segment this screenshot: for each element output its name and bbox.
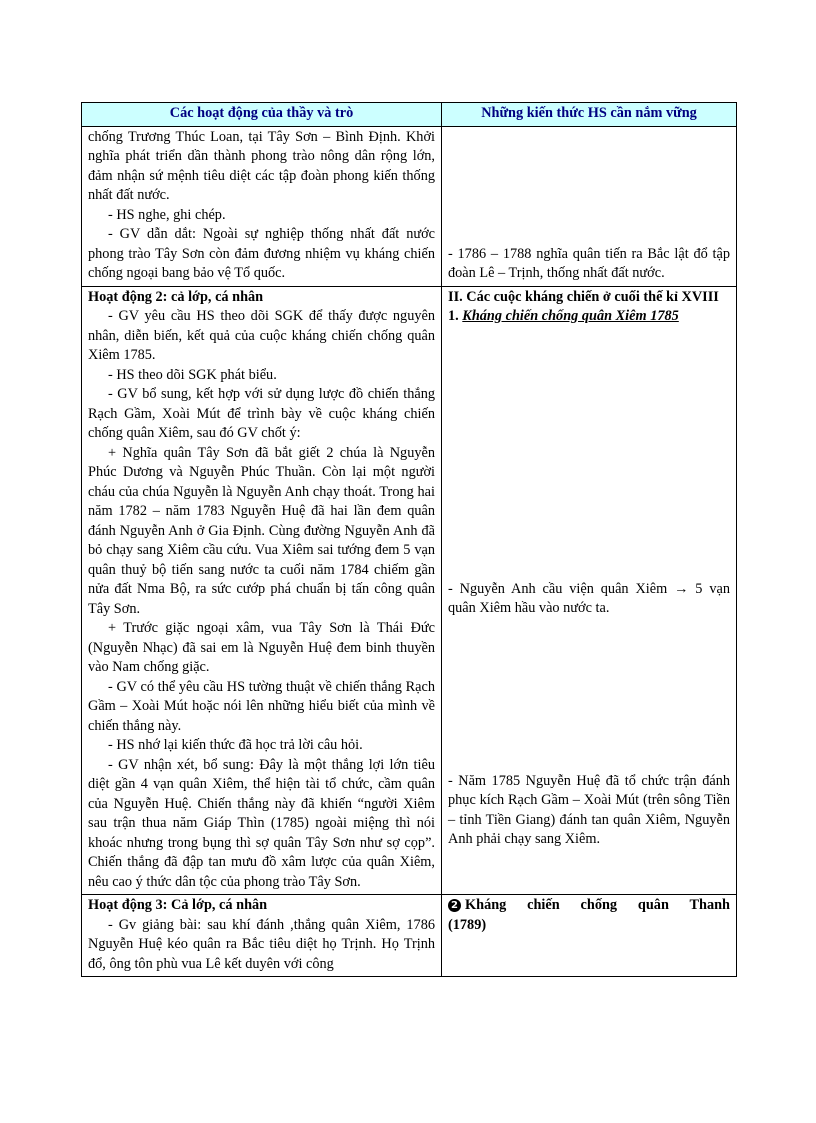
spacer — [448, 619, 730, 772]
row2-right-cell — [442, 286, 737, 895]
paragraph: - GV có thể yêu cầu HS tường thuật về chiến thắng Rạch Gầm – Xoài Mút hoặc nói lên những hiểu biết của mình về chiến thắng này. — [88, 678, 435, 734]
row3-right-cell — [442, 895, 737, 977]
paragraph: chống Trương Thúc Loan, tại Tây Sơn – Bình Định. Khởi nghĩa phát triển dần thành phong trào nông dân rộng lớn, đảm nhận sứ mệnh tiêu diệt các tập đoàn phong kiến thống nhất đất nước. — [88, 128, 435, 203]
header-activities: Các hoạt động của thầy và trò — [82, 103, 442, 127]
table-header-row — [82, 103, 737, 127]
row2-left-cell — [82, 286, 442, 895]
spacer — [448, 327, 730, 580]
knowledge-point: - Năm 1785 Nguyễn Huệ đã tổ chức trận đánh phục kích Rạch Gầm – Xoài Mút (trên sông Tiền – tỉnh Tiền Giang) đánh tan quân Xiêm, Nguyễn Anh phải chạy sang Xiêm. — [448, 772, 730, 847]
knowledge-point: - Nguyễn Anh cầu viện quân Xiêm → 5 vạn quân Xiêm hầu vào nước ta. — [448, 580, 730, 616]
row3-left-cell — [82, 895, 442, 977]
paragraph: - HS nghe, ghi chép. — [108, 206, 226, 223]
paragraph: - HS theo dõi SGK phát biểu. — [108, 366, 277, 383]
paragraph: + Nghĩa quân Tây Sơn đã bắt giết 2 chúa là Nguyễn Phúc Dương và Nguyễn Phúc Thuần. Còn lại một người cháu của chúa Nguyễn là Nguyễn Anh chạy thoát. Trong hai năm 1782 – năm 1783 Nguyễn Huệ đã hai lần đem quân đánh Nguyễn Anh ở Gia Định. Cùng đường Nguyễn Anh đã bỏ chạy sang Xiêm cầu cứu. Vua Xiêm sai tướng đem 5 vạn quân thuỷ bộ tiến sang nước ta cuối năm 1784 chiếm gần nửa đất Nma Bộ, ra sức cướp phá chuẩn bị tấn công quân Tây Sơn. — [88, 444, 435, 617]
section-heading-text: Kháng chiến chống quân Thanh (1789) — [448, 897, 730, 933]
table-row — [82, 895, 737, 977]
subsection-heading: Kháng chiến chống quân Xiêm 1785 — [462, 308, 679, 324]
knowledge-point: - 1786 – 1788 nghĩa quân tiến ra Bắc lật đổ tập đoàn Lê – Trịnh, thống nhất đất nước. — [448, 245, 730, 281]
lesson-table — [81, 102, 737, 977]
activity-title: Hoạt động 3: Cả lớp, cá nhân — [88, 897, 268, 913]
subsection-number: 1. — [448, 308, 463, 324]
row1-right-cell — [442, 126, 737, 286]
paragraph: - GV nhận xét, bổ sung: Đây là một thắng lợi lớn tiêu diệt gần 4 vạn quân Xiêm, thể hiện tài tổ chức, cầm quân của Nguyễn Huệ. Chiến thắng này đã khiến “người Xiêm sau trận thua năm Giáp Thìn (1785) ngoài miệng thì nói khoác nhưng trong bụng thì sợ quân Tây Sơn như sợ cọp”. Chiến thắng đã đập tan mưu đồ xâm lược của quân Xiêm, nêu cao ý thức dân tộc của phong trào Tây Sơn. — [88, 756, 435, 890]
header-knowledge: Những kiến thức HS cần nắm vững — [442, 103, 737, 127]
subsection-title — [448, 307, 730, 327]
paragraph: - GV dẫn dắt: Ngoài sự nghiệp thống nhất đất nước phong trào Tây Sơn còn đảm đương nhiệm vụ kháng chiến chống ngoại bang bảo vệ Tổ quốc. — [88, 226, 435, 281]
activity-title: Hoạt động 2: cả lớp, cá nhân — [88, 288, 264, 305]
paragraph: + Trước giặc ngoại xâm, vua Tây Sơn là Thái Đức (Nguyễn Nhạc) đã sai em là Nguyễn Huệ đem binh thuyền vào Nam chống giặc. — [88, 620, 435, 675]
paragraph: - GV bổ sung, kết hợp với sử dụng lược đồ chiến thắng Rạch Gầm, Xoài Mút để trình bày về cuộc kháng chiến chống quân Xiêm, sau đó GV chốt ý: — [88, 386, 435, 441]
section-heading — [448, 896, 730, 935]
paragraph: - GV yêu cầu HS theo dõi SGK để thấy được nguyên nhân, diễn biến, kết quả của cuộc kháng chiến chống quân Xiêm 1785. — [88, 308, 435, 363]
paragraph: - HS nhớ lại kiến thức đã học trả lời câu hỏi. — [108, 737, 363, 753]
table-row — [82, 126, 737, 286]
numbered-bullet-icon: 2 — [448, 899, 461, 912]
section-title: II. Các cuộc kháng chiến ở cuối thế kỉ XVIII — [448, 288, 719, 305]
paragraph: - Gv giảng bài: sau khí đánh ,thắng quân Xiêm, 1786 Nguyễn Huệ kéo quân ra Bắc tiêu diệt họ Trịnh. Họ Trịnh đổ, ông tôn phù vua Lê kết duyên với công — [88, 916, 435, 972]
row1-left-cell — [82, 126, 442, 286]
table-row — [82, 286, 737, 895]
